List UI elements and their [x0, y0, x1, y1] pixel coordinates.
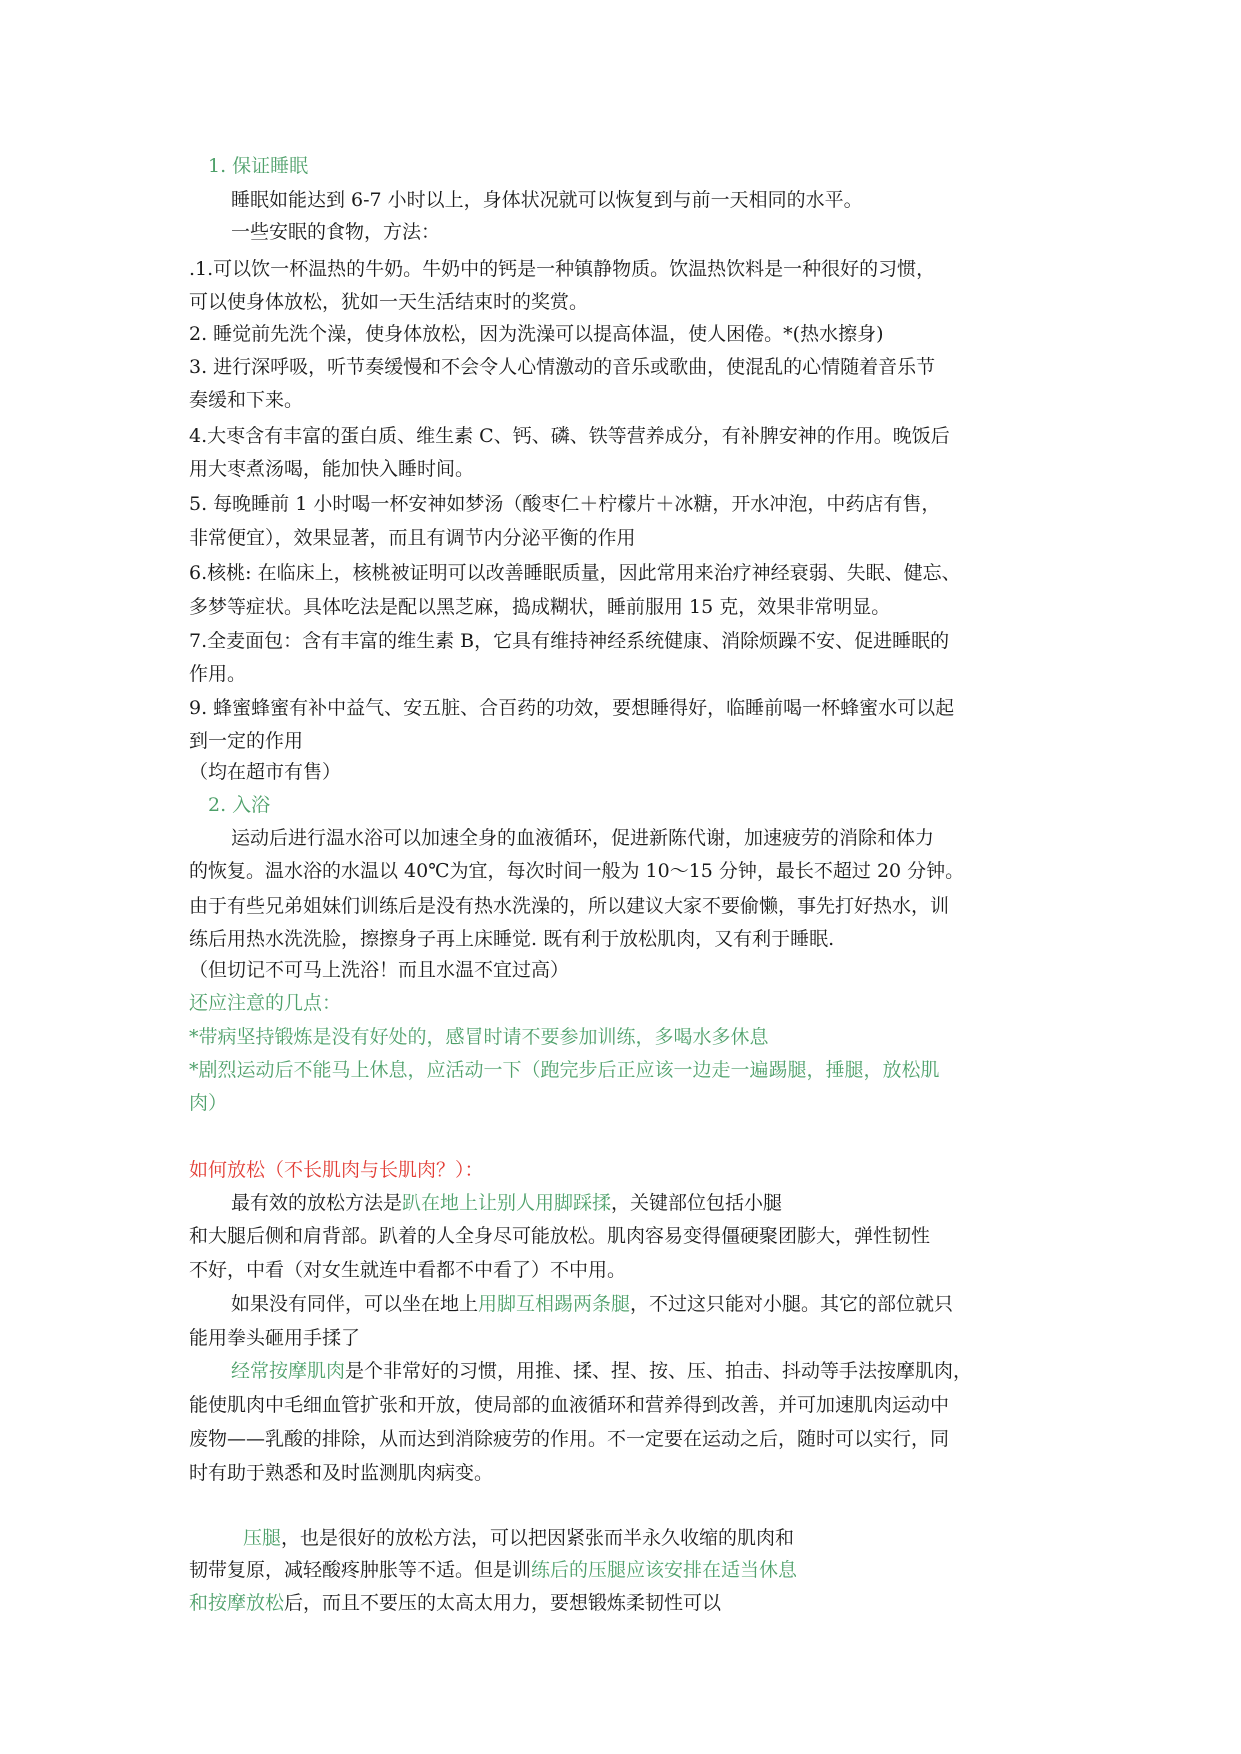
- paragraph-line: [189, 1591, 721, 1615]
- paragraph-line: 睡眠如能达到 6-7 小时以上，身体状况就可以恢复到与前一天相同的水平。: [231, 189, 863, 211]
- paragraph-line: [243, 1526, 794, 1550]
- note-bath-warning: （但切记不可马上洗浴！而且水温不宜过高）: [189, 959, 570, 981]
- paragraph-line: 废物——乳酸的排除，从而达到消除疲劳的作用。不一定要在运动之后，随时可以实行，同: [189, 1428, 950, 1450]
- bullet-item: *带病坚持锻炼是没有好处的，感冒时请不要参加训练，多喝水多休息: [189, 1026, 769, 1048]
- paragraph-line: [231, 1292, 953, 1316]
- text-run: ，关键部位包括小腿: [611, 1192, 783, 1214]
- list-item-1-cont: 可以使身体放松，犹如一天生活结束时的奖赏。: [189, 291, 589, 313]
- text-run: ，也是很好的放松方法，可以把因紧张而半永久收缩的肌肉和: [281, 1527, 795, 1549]
- text-run: 最有效的放松方法是: [231, 1192, 403, 1214]
- paragraph-line: 一些安眠的食物，方法：: [231, 221, 441, 243]
- paragraph-line: 时有助于熟悉和及时监测肌肉病变。: [189, 1462, 494, 1484]
- paragraph-line: 能使肌肉中毛细血管扩张和开放，使局部的血液循环和营养得到改善，并可加速肌肉运动中: [189, 1394, 950, 1416]
- highlight-text: 经常按摩肌肉: [231, 1360, 346, 1382]
- text-run: 韧带复原，减轻酸疼肿胀等不适。但是训: [189, 1559, 532, 1581]
- list-item-5-cont: 非常便宜），效果显著，而且有调节内分泌平衡的作用: [189, 527, 636, 549]
- paragraph-line: 练后用热水洗洗脸，擦擦身子再上床睡觉. 既有利于放松肌肉，又有利于睡眠.: [189, 928, 835, 950]
- paragraph-line: 和大腿后侧和肩背部。趴着的人全身尽可能放松。肌肉容易变得僵硬聚团膨大，弹性韧性: [189, 1225, 931, 1247]
- highlight-text: 和按摩放松: [189, 1592, 285, 1614]
- list-item-4: 4.大枣含有丰富的蛋白质、维生素 C、钙、磷、铁等营养成分，有补脾安神的作用。晚饭后: [189, 425, 950, 447]
- highlight-text: 压腿: [243, 1527, 282, 1549]
- attention-heading: 还应注意的几点：: [189, 992, 342, 1014]
- paragraph-line: 能用拳头砸用手揉了: [189, 1327, 361, 1349]
- section-heading-sleep: 1. 保证睡眠: [208, 155, 309, 177]
- list-item-9-cont: 到一定的作用: [189, 730, 304, 752]
- paragraph-line: 运动后进行温水浴可以加速全身的血液循环，促进新陈代谢，加速疲劳的消除和体力: [231, 827, 935, 849]
- list-item-1: .1.可以饮一杯温热的牛奶。牛奶中的钙是一种镇静物质。饮温热饮料是一种很好的习惯，: [189, 258, 936, 280]
- paragraph-line: 的恢复。温水浴的水温以 40℃为宜，每次时间一般为 10～15 分钟，最长不超过 20 分钟。: [189, 860, 965, 882]
- list-item-7: 7.全麦面包：含有丰富的维生素 B，它具有维持神经系统健康、消除烦躁不安、促进睡眠的: [189, 630, 950, 652]
- list-item-4-cont: 用大枣煮汤喝，能加快入睡时间。: [189, 458, 475, 480]
- list-item-3-cont: 奏缓和下来。: [189, 389, 304, 411]
- section-heading-relax: 如何放松（不长肌肉与长肌肉？）：: [189, 1159, 484, 1181]
- highlight-text: 练后的压腿应该安排在适当休息: [531, 1559, 798, 1581]
- text-run: 后，而且不要压的太高太用力，要想锻炼柔韧性可以: [284, 1592, 722, 1614]
- text-run: 如果没有同伴，可以坐在地上: [231, 1293, 479, 1315]
- paragraph-line: [231, 1191, 782, 1215]
- highlight-text: 用脚互相踢两条腿: [478, 1293, 631, 1315]
- highlight-text: 趴在地上让别人用脚踩揉: [402, 1192, 612, 1214]
- text-run: ，不过这只能对小腿。其它的部位就只: [630, 1293, 954, 1315]
- list-item-5: 5. 每晚睡前 1 小时喝一杯安神如梦汤（酸枣仁＋柠檬片＋冰糖，开水冲泡，中药店有售，: [189, 493, 941, 515]
- paragraph-line: [231, 1359, 972, 1383]
- section-heading-bath: 2. 入浴: [208, 794, 271, 816]
- list-item-6-cont: 多梦等症状。具体吃法是配以黑芝麻，捣成糊状，睡前服用 15 克，效果非常明显。: [189, 596, 891, 618]
- list-item-3: 3. 进行深呼吸，听节奏缓慢和不会令人心情激动的音乐或歌曲，使混乱的心情随着音乐节: [189, 356, 936, 378]
- bullet-item-cont: 肉）: [189, 1092, 228, 1114]
- list-item-2: 2. 睡觉前先洗个澡，使身体放松，因为洗澡可以提高体温，使人困倦。*(热水擦身): [189, 323, 884, 345]
- text-run: 是个非常好的习惯，用推、揉、捏、按、压、拍击、抖动等手法按摩肌肉，: [345, 1360, 973, 1382]
- bullet-item: *剧烈运动后不能马上休息，应活动一下（跑完步后正应该一边走一遍踢腿，捶腿，放松肌: [189, 1059, 940, 1081]
- note-supermarket: （均在超市有售）: [189, 761, 342, 783]
- paragraph-line: 不好，中看（对女生就连中看都不中看了）不中用。: [189, 1259, 627, 1281]
- list-item-7-cont: 作用。: [189, 663, 247, 685]
- paragraph-line: 由于有些兄弟姐妹们训练后是没有热水洗澡的，所以建议大家不要偷懒，事先打好热水，训: [189, 895, 950, 917]
- list-item-6: 6.核桃: 在临床上，核桃被证明可以改善睡眠质量，因此常用来治疗神经衰弱、失眠、健忘、: [189, 562, 961, 584]
- list-item-9: 9. 蜂蜜蜂蜜有补中益气、安五脏、合百药的功效，要想睡得好，临睡前喝一杯蜂蜜水可以起: [189, 697, 955, 719]
- paragraph-line: [189, 1558, 797, 1582]
